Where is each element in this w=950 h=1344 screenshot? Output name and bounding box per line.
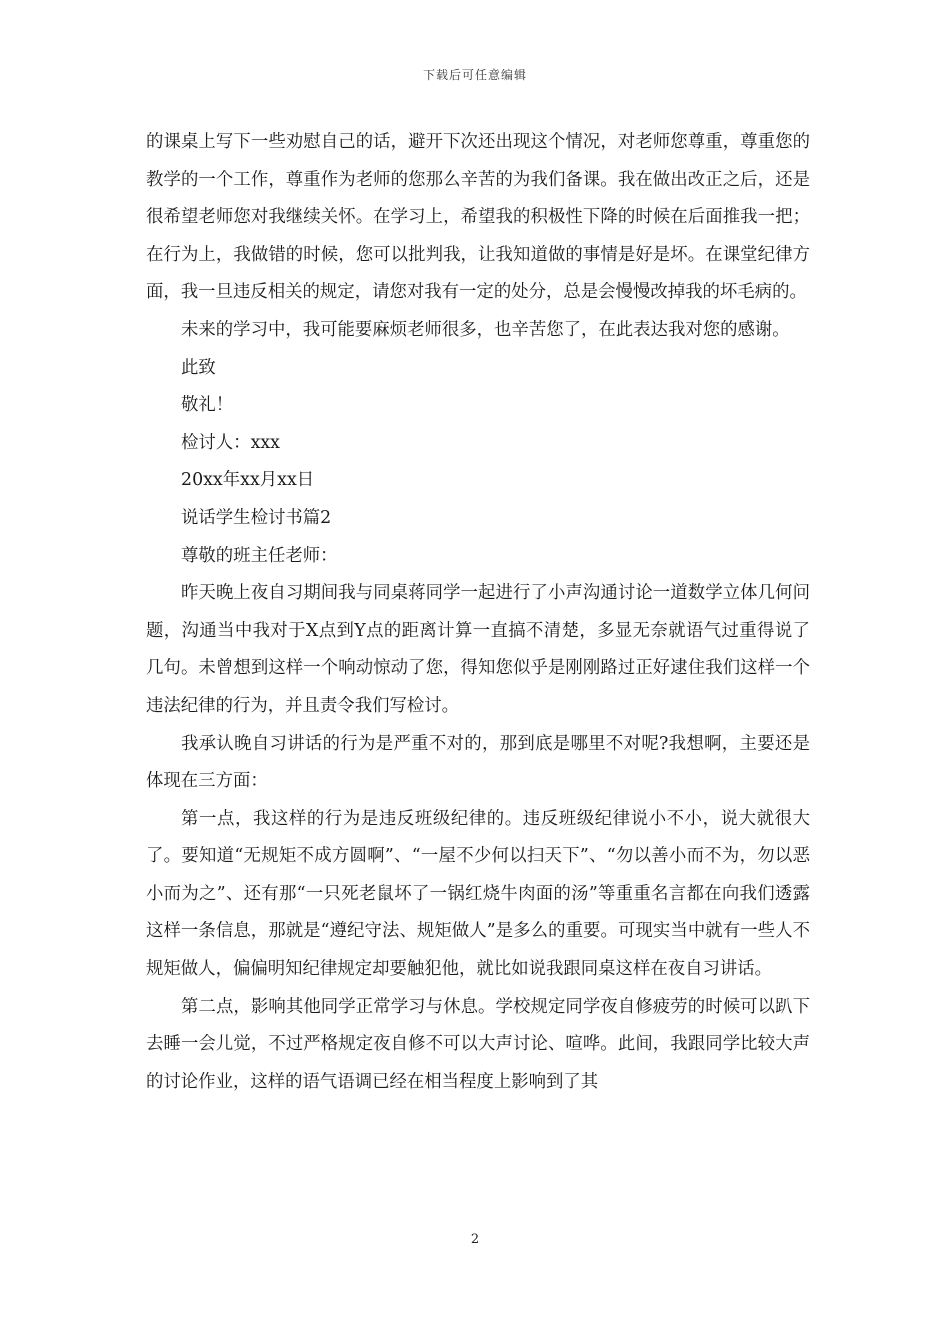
paragraph-point-two: 第二点，影响其他同学正常学习与休息。学校规定同学夜自修疲劳的时候可以趴下去睡一会儿觉，不过严格规定夜自修不可以大声讨论、喧哗。此间，我跟同学比较大声的讨论作业，这样的语气语调已经在相当程度上影响到了其 xyxy=(146,996,810,1092)
paragraph-incident: 昨天晚上夜自习期间我与同桌蒋同学一起进行了小声沟通讨论一道数学立体几何问题，沟通当中我对于X点到Y点的距离计算一直搞不清楚，多显无奈就语气过重得说了几句。未曾想到这样一个响动惊动了您，得知您似乎是刚刚路过正好逮住我们这样一个违法纪律的行为，并且责令我们写检讨。 xyxy=(146,583,810,716)
section-title: 说话学生检讨书篇2 xyxy=(181,507,332,528)
paragraph-point-one: 第一点，我这样的行为是违反班级纪律的。违反班级纪律说小不小，说大就很大了。要知道“无规矩不成方圆啊”、“一屋不少何以扫天下”、“勿以善小而不为，勿以恶小而为之”、还有那“一只死老鼠坏了一锅红烧牛肉面的汤”等重重名言都在向我们透露这样一条信息，那就是“遵纪守法、规矩做人”是多么的重要。可现实当中就有一些人不规矩做人，偏偏明知纪律规定却要触犯他，就比如说我跟同桌这样在夜自习讲话。 xyxy=(146,808,810,980)
page-header: 下载后可任意编辑 xyxy=(422,68,527,82)
greeting-line: 尊敬的班主任老师： xyxy=(181,545,338,566)
closing-regards: 敬礼！ xyxy=(181,395,234,416)
date-line: 20xx年xx月xx日 xyxy=(181,470,315,491)
page-number: 2 xyxy=(470,1232,480,1247)
paragraph-continuation: 的课桌上写下一些劝慰自己的话，避开下次还出现这个情况，对老师您尊重，尊重您的教学的一个工作，尊重作为老师的您那么辛苦的为我们备课。我在做出改正之后，还是很希望老师您对我继续关怀。在学习上，希望我的积极性下降的时候在后面推我一把；在行为上，我做错的时候，您可以批判我，让我知道做的事情是好是坏。在课堂纪律方面，我一旦违反相关的规定，请您对我有一定的处分，总是会慢慢改掉我的坏毛病的。 xyxy=(146,132,810,303)
document-body xyxy=(146,124,810,1101)
closing-salutation: 此致 xyxy=(181,357,216,378)
paragraph-admission: 我承认晚自习讲话的行为是严重不对的，那到底是哪里不对呢?我想啊，主要还是体现在三方面： xyxy=(146,733,810,792)
signature-line: 检讨人：xxx xyxy=(181,432,280,453)
paragraph-thanks: 未来的学习中，我可能要麻烦老师很多，也辛苦您了，在此表达我对您的感谢。 xyxy=(181,319,790,340)
